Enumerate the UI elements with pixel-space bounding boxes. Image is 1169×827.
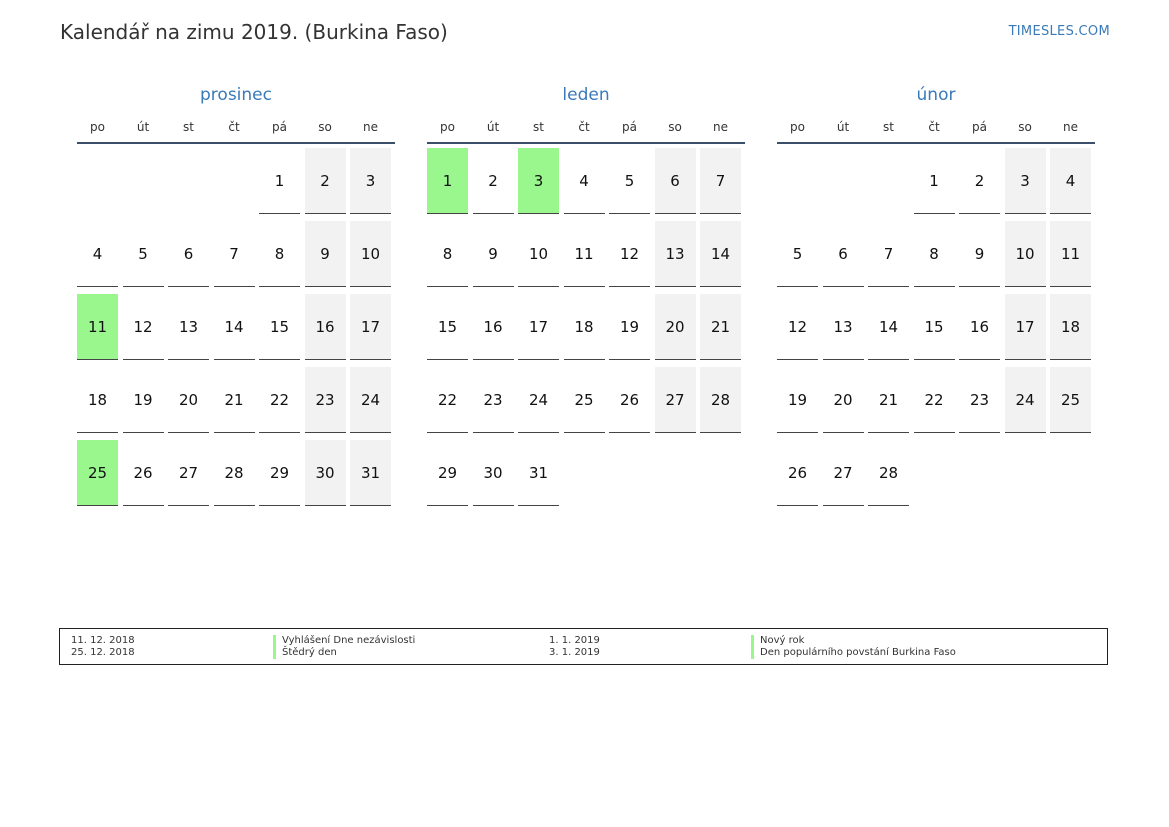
weekday-label: po xyxy=(790,120,805,134)
month-name: prosinec xyxy=(200,85,272,105)
weekday-label: čt xyxy=(578,120,590,134)
day-cell: 15 xyxy=(914,294,955,360)
legend-holiday-name: Vyhlášení Dne nezávislosti xyxy=(273,635,415,647)
weekday-label: ne xyxy=(363,120,378,134)
day-cell: 23 xyxy=(959,367,1000,433)
day-cell: 19 xyxy=(609,294,650,360)
holiday-day-cell: 11 xyxy=(77,294,118,360)
weekday-label: pá xyxy=(272,120,287,134)
day-cell: 12 xyxy=(609,221,650,287)
day-cell: 13 xyxy=(168,294,209,360)
day-cell: 11 xyxy=(564,221,605,287)
holiday-day-cell: 3 xyxy=(518,148,559,214)
legend-holiday-name: Štědrý den xyxy=(273,647,337,659)
day-cell: 21 xyxy=(868,367,909,433)
day-cell: 25 xyxy=(564,367,605,433)
month-2 xyxy=(777,84,1095,482)
day-cell: 2 xyxy=(473,148,514,214)
month-name: únor xyxy=(916,85,956,105)
day-cell: 13 xyxy=(655,221,696,287)
day-cell: 26 xyxy=(609,367,650,433)
day-cell: 18 xyxy=(77,367,118,433)
legend-date: 1. 1. 2019 xyxy=(549,635,600,646)
weekday-header xyxy=(427,118,745,144)
day-cell: 1 xyxy=(259,148,300,214)
day-cell: 17 xyxy=(1005,294,1046,360)
day-cell: 26 xyxy=(777,440,818,506)
weekday-label: út xyxy=(836,120,850,134)
day-cell: 25 xyxy=(1050,367,1091,433)
day-cell: 11 xyxy=(1050,221,1091,287)
day-cell: 2 xyxy=(959,148,1000,214)
day-cell: 14 xyxy=(700,221,741,287)
day-cell: 6 xyxy=(168,221,209,287)
day-cell: 4 xyxy=(1050,148,1091,214)
day-cell: 24 xyxy=(518,367,559,433)
legend-date: 11. 12. 2018 xyxy=(71,635,135,646)
day-cell: 18 xyxy=(1050,294,1091,360)
day-cell: 16 xyxy=(959,294,1000,360)
day-cell: 3 xyxy=(350,148,391,214)
day-cell: 29 xyxy=(427,440,468,506)
day-cell: 5 xyxy=(777,221,818,287)
day-cell: 15 xyxy=(427,294,468,360)
day-cell: 2 xyxy=(305,148,346,214)
day-cell: 9 xyxy=(473,221,514,287)
holiday-day-cell: 25 xyxy=(77,440,118,506)
day-cell: 19 xyxy=(123,367,164,433)
day-cell: 4 xyxy=(77,221,118,287)
weekday-label: út xyxy=(136,120,150,134)
page-title: Kalendář na zimu 2019. (Burkina Faso) xyxy=(60,20,448,44)
day-cell: 14 xyxy=(214,294,255,360)
weekday-header xyxy=(777,118,1095,144)
day-cell: 27 xyxy=(168,440,209,506)
holiday-legend xyxy=(59,628,1108,665)
day-cell: 14 xyxy=(868,294,909,360)
day-cell: 22 xyxy=(259,367,300,433)
day-cell: 21 xyxy=(214,367,255,433)
day-cell: 7 xyxy=(214,221,255,287)
day-cell: 17 xyxy=(350,294,391,360)
day-cell: 16 xyxy=(473,294,514,360)
weekday-label: so xyxy=(1018,120,1032,134)
day-cell: 10 xyxy=(1005,221,1046,287)
weekday-label: st xyxy=(183,120,194,134)
day-cell: 4 xyxy=(564,148,605,214)
day-cell: 6 xyxy=(655,148,696,214)
day-cell: 16 xyxy=(305,294,346,360)
day-cell: 21 xyxy=(700,294,741,360)
day-cell: 17 xyxy=(518,294,559,360)
day-cell: 5 xyxy=(609,148,650,214)
day-cell: 28 xyxy=(214,440,255,506)
day-cell: 12 xyxy=(123,294,164,360)
day-cell: 26 xyxy=(123,440,164,506)
day-cell: 19 xyxy=(777,367,818,433)
day-cell: 30 xyxy=(305,440,346,506)
day-cell: 18 xyxy=(564,294,605,360)
day-cell: 10 xyxy=(518,221,559,287)
day-cell: 31 xyxy=(350,440,391,506)
day-cell: 23 xyxy=(305,367,346,433)
day-cell: 13 xyxy=(823,294,864,360)
weekday-label: čt xyxy=(228,120,240,134)
legend-date: 3. 1. 2019 xyxy=(549,647,600,658)
day-cell: 27 xyxy=(655,367,696,433)
day-cell: 30 xyxy=(473,440,514,506)
legend-holiday-name: Nový rok xyxy=(751,635,804,647)
weekday-label: po xyxy=(440,120,455,134)
day-cell: 31 xyxy=(518,440,559,506)
month-0 xyxy=(77,84,395,482)
day-cell: 24 xyxy=(1005,367,1046,433)
legend-date: 25. 12. 2018 xyxy=(71,647,135,658)
day-cell: 8 xyxy=(427,221,468,287)
weekday-label: st xyxy=(533,120,544,134)
day-cell: 9 xyxy=(305,221,346,287)
weekday-label: so xyxy=(318,120,332,134)
day-cell: 28 xyxy=(868,440,909,506)
weekday-label: ne xyxy=(713,120,728,134)
day-cell: 22 xyxy=(427,367,468,433)
day-cell: 3 xyxy=(1005,148,1046,214)
day-cell: 20 xyxy=(168,367,209,433)
day-cell: 9 xyxy=(959,221,1000,287)
day-cell: 6 xyxy=(823,221,864,287)
weekday-label: út xyxy=(486,120,500,134)
weekday-label: ne xyxy=(1063,120,1078,134)
day-cell: 27 xyxy=(823,440,864,506)
weekday-header xyxy=(77,118,395,144)
day-cell: 12 xyxy=(777,294,818,360)
day-cell: 5 xyxy=(123,221,164,287)
day-cell: 10 xyxy=(350,221,391,287)
holiday-day-cell: 1 xyxy=(427,148,468,214)
day-cell: 28 xyxy=(700,367,741,433)
day-cell: 20 xyxy=(823,367,864,433)
day-cell: 7 xyxy=(868,221,909,287)
weekday-label: po xyxy=(90,120,105,134)
month-1 xyxy=(427,84,745,482)
day-cell: 23 xyxy=(473,367,514,433)
day-cell: 29 xyxy=(259,440,300,506)
weekday-label: so xyxy=(668,120,682,134)
day-cell: 24 xyxy=(350,367,391,433)
site-link[interactable]: TIMESLES.COM xyxy=(1008,24,1110,39)
day-cell: 8 xyxy=(259,221,300,287)
day-cell: 8 xyxy=(914,221,955,287)
day-cell: 20 xyxy=(655,294,696,360)
legend-holiday-name: Den populárního povstání Burkina Faso xyxy=(751,647,956,659)
weekday-label: čt xyxy=(928,120,940,134)
day-cell: 7 xyxy=(700,148,741,214)
weekday-label: pá xyxy=(622,120,637,134)
month-name: leden xyxy=(562,85,610,105)
day-cell: 22 xyxy=(914,367,955,433)
weekday-label: st xyxy=(883,120,894,134)
day-cell: 1 xyxy=(914,148,955,214)
weekday-label: pá xyxy=(972,120,987,134)
day-cell: 15 xyxy=(259,294,300,360)
